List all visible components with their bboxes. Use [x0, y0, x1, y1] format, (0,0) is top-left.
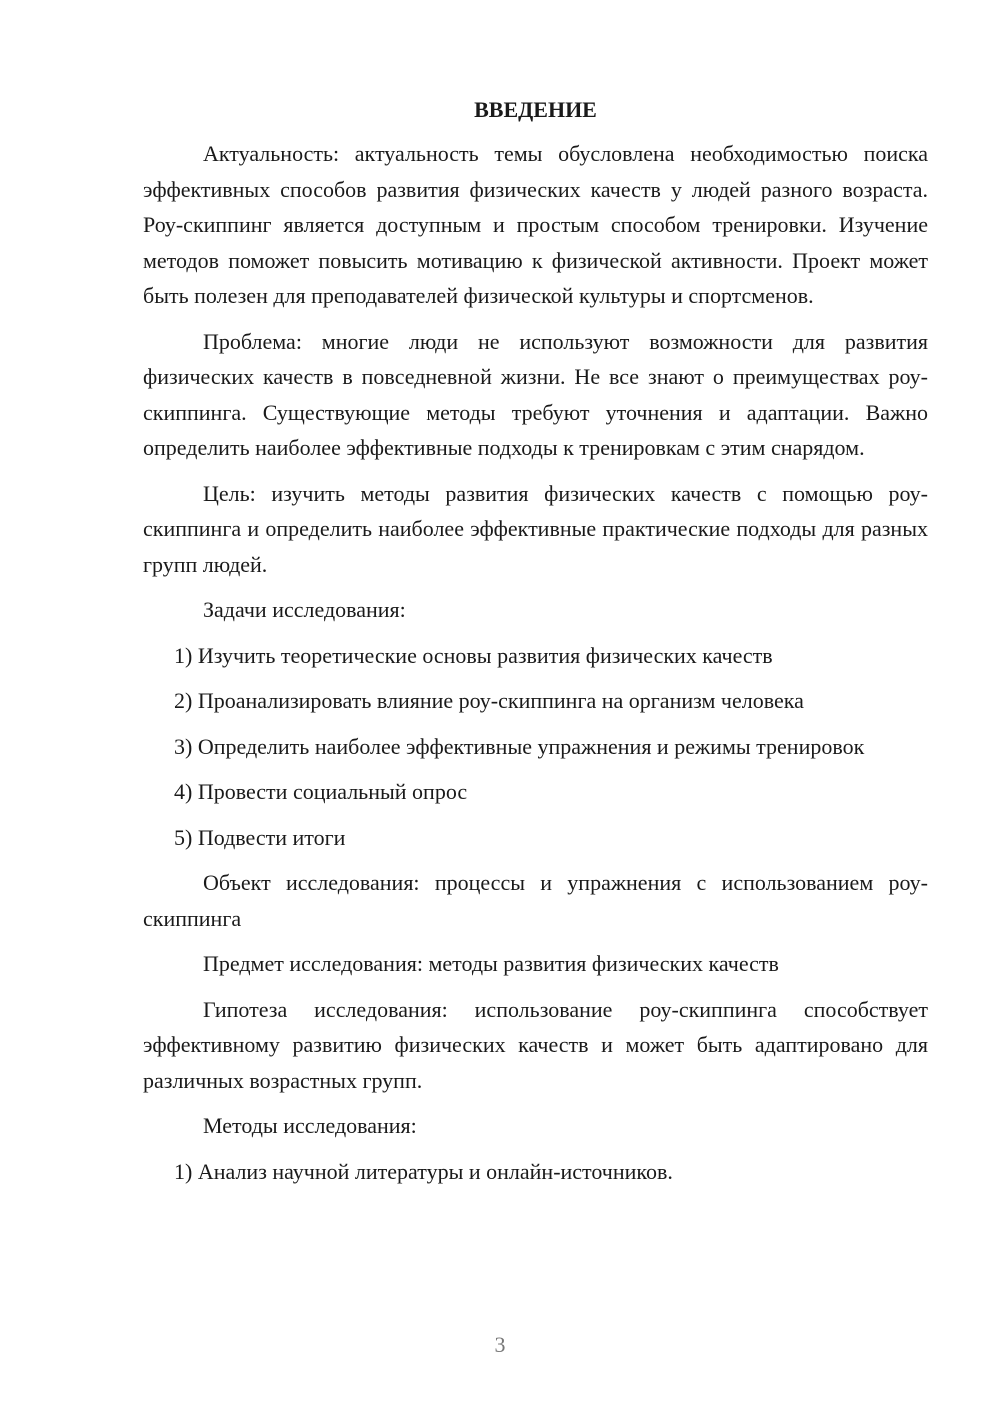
paragraph-relevance: Актуальность: актуальность темы обусловлена необходимостью поиска эффективных способов развития физических качеств у людей разного возраста. Роу-скиппинг является доступным и простым способом тренировки. Изучение методов поможет повысить мотивацию к физической активности. Проект может быть полезен для преподавателей физической культуры и спортсменов. [143, 141, 928, 308]
method-item: 1) Анализ научной литературы и онлайн-источников. [174, 1158, 673, 1184]
task-item: 4) Провести социальный опрос [174, 779, 468, 804]
document-page [143, 92, 928, 1199]
methods-heading: Методы исследования: [203, 1113, 417, 1138]
task-item: 2) Проанализировать влияние роу-скиппинга на организм человека [174, 688, 804, 713]
paragraph-problem: Проблема: многие люди не используют возможности для развития физических качеств в повседневной жизни. Не все знают о преимуществах роу-скиппинга. Существующие методы требуют уточнения и адаптации. Важно определить наиболее эффективные подходы к тренировкам с этим снарядом. [143, 328, 928, 460]
tasks-heading: Задачи исследования: [203, 597, 406, 622]
paragraph-object: Объект исследования: процессы и упражнения с использованием роу-скиппинга [143, 870, 928, 931]
task-item: 1) Изучить теоретические основы развития физических качеств [174, 642, 773, 668]
paragraph-goal: Цель: изучить методы развития физических качеств с помощью роу-скиппинга и определить наиболее эффективные практические подходы для разных групп людей. [143, 480, 928, 577]
page-title: ВВЕДЕНИЕ [474, 97, 597, 122]
paragraph-hypothesis: Гипотеза исследования: использование роу-скиппинга способствует эффективному развитию физических качеств и может быть адаптировано для различных возрастных групп. [143, 996, 928, 1093]
task-item: 3) Определить наиболее эффективные упражнения и режимы тренировок [174, 733, 865, 759]
paragraph-subject: Предмет исследования: методы развития физических качеств [203, 951, 779, 976]
task-item: 5) Подвести итоги [174, 824, 346, 850]
page-number: 3 [494, 1332, 506, 1357]
